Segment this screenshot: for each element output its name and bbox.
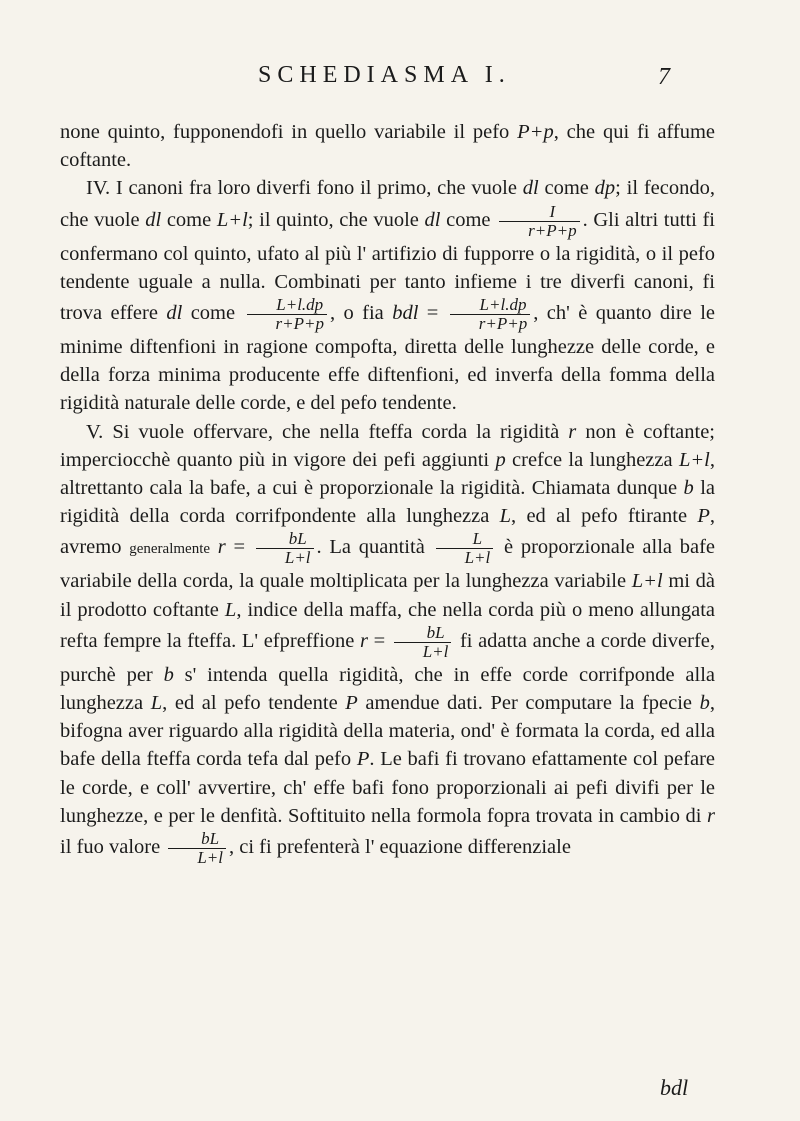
fraction-numerator: bL bbox=[256, 530, 314, 549]
fraction bbox=[256, 530, 314, 567]
text-run: come bbox=[440, 208, 497, 231]
text-run: , ci fi prefenterà l' equazione differenziale bbox=[228, 836, 571, 859]
fraction-numerator: L bbox=[436, 530, 494, 549]
text-run: , ed al pefo tendente bbox=[162, 692, 346, 715]
math-symbol: dl bbox=[166, 302, 183, 325]
text-run: . La quantità bbox=[316, 536, 433, 559]
math-symbol: P bbox=[356, 748, 370, 771]
text-run: ; il fecondo, che vuole bbox=[60, 177, 715, 231]
math-symbol: L bbox=[150, 692, 163, 715]
fraction bbox=[247, 296, 327, 333]
text-run: IV. I canoni fra loro diverfi fono il primo, che vuole bbox=[86, 177, 523, 200]
math-symbol: r bbox=[568, 420, 577, 443]
body-text bbox=[60, 118, 715, 867]
text-run: = bbox=[418, 302, 447, 325]
text-run: = bbox=[225, 536, 253, 559]
text-run: none quinto, fupponendofi in quello variabile il pefo bbox=[60, 121, 518, 143]
text-run: , avremo bbox=[60, 505, 715, 559]
math-symbol: P+p bbox=[517, 121, 554, 143]
math-symbol: dl bbox=[522, 177, 539, 200]
text-run: come bbox=[161, 208, 217, 231]
math-symbol: L bbox=[499, 505, 512, 528]
running-head: SCHEDIASMA I. bbox=[258, 62, 511, 88]
fraction-denominator: L+l bbox=[284, 548, 311, 568]
text-run: . Le bafi fi trovano efattamente col pefare le corde, e coll' avvertire, ch' effe bafi fono proporzionali ai pefi divifi per le lunghezze, e per le denfità. Softituito nella formola fopra trovata in cambio di bbox=[60, 748, 715, 827]
math-symbol: bdl bbox=[392, 302, 419, 325]
fraction bbox=[499, 203, 579, 240]
paragraph-1 bbox=[60, 118, 715, 174]
text-run: il fuo valore bbox=[60, 836, 166, 859]
math-symbol: P bbox=[697, 505, 710, 528]
math-symbol: L+l bbox=[678, 448, 710, 471]
text-run: , bifogna aver riguardo alla rigidità della materia, ond' è formata la corda, ed alla bafe della fteffa corda tefa dal pefo bbox=[60, 692, 715, 771]
paragraph-3 bbox=[60, 418, 715, 867]
text-run: , ch' è quanto dire le minime diftenfioni in ragione compofta, diretta delle lunghezze delle corde, e della forza minima producente effe diftenfioni, ed inverfa della fomma della rigidità naturale delle corde, e del pefo tendente. bbox=[60, 302, 715, 415]
math-symbol: dp bbox=[594, 177, 616, 200]
page-number: 7 bbox=[658, 64, 670, 90]
math-symbol: L bbox=[224, 598, 237, 621]
math-symbol: P bbox=[345, 692, 358, 715]
math-symbol: r bbox=[217, 536, 226, 559]
text-run: come bbox=[182, 302, 244, 325]
math-symbol: p bbox=[495, 448, 506, 471]
math-symbol: r bbox=[359, 630, 368, 653]
fraction bbox=[168, 830, 226, 867]
text-run: è proporzionale alla bafe variabile della corda, la quale moltiplicata per la lunghezza variabile bbox=[60, 536, 716, 593]
fraction-denominator: r+P+p bbox=[275, 314, 324, 334]
text-run: la rigidità della corda corrifpondente alla lunghezza bbox=[60, 477, 716, 528]
text-run: non è coftante; imperciocchè quanto più in vigore dei pefi aggiunti bbox=[60, 420, 716, 471]
text-run bbox=[210, 537, 218, 559]
math-symbol: L+l bbox=[216, 208, 248, 231]
fraction-numerator: L+l.dp bbox=[247, 296, 327, 315]
fraction-denominator: L+l bbox=[422, 641, 449, 661]
math-symbol: L+l bbox=[631, 570, 663, 593]
math-symbol: dl bbox=[145, 208, 162, 231]
text-run: , altrettanto cala la bafe, a cui è proporzionale la rigidità. Chiamata dunque bbox=[60, 448, 715, 500]
text-run: , che qui fi affume coftante. bbox=[60, 121, 715, 172]
math-symbol: b bbox=[683, 477, 694, 500]
text-run: amendue dati. Per computare la fpecie bbox=[357, 692, 700, 715]
fraction-numerator: I bbox=[499, 203, 579, 222]
math-symbol: b bbox=[163, 663, 174, 686]
fraction-numerator: bL bbox=[168, 830, 226, 849]
text-run: , o fia bbox=[329, 302, 393, 325]
text-run: mi dà il prodotto coftante bbox=[60, 570, 715, 621]
fraction bbox=[436, 530, 494, 567]
fraction-denominator: L+l bbox=[464, 548, 491, 568]
text-run: come bbox=[538, 177, 595, 200]
fraction bbox=[450, 296, 530, 333]
text-run: s' intenda quella rigidità, che in effe corde corrifponde alla lunghezza bbox=[60, 663, 715, 715]
text-run: = bbox=[367, 630, 391, 653]
math-symbol: dl bbox=[424, 208, 441, 231]
text-run: , indice della maffa, che nella corda più o meno allungata refta fempre la fteffa. L' efpreffione bbox=[60, 598, 715, 653]
text-run: . Gli altri tutti fi confermano col quinto, ufato al più l' artifizio di fupporre o la rigidità, o il pefo tendente uguale a nulla. Combinati per tanto infieme i tre diverfi canoni, fi trova effere bbox=[60, 208, 715, 325]
fraction-denominator: r+P+p bbox=[478, 314, 528, 334]
fraction-numerator: bL bbox=[394, 624, 452, 643]
math-symbol: r bbox=[707, 804, 715, 827]
text-run: ; il quinto, che vuole bbox=[247, 208, 425, 231]
math-symbol: b bbox=[699, 692, 710, 715]
fraction bbox=[394, 624, 452, 661]
catchword: bdl bbox=[660, 1075, 689, 1100]
fraction-denominator: r+P+p bbox=[528, 220, 577, 240]
page-header bbox=[0, 62, 800, 102]
text-run: fi adatta anche a corde diverfe, purchè per bbox=[60, 630, 715, 686]
text-run: generalmente bbox=[129, 541, 211, 558]
text-run: , ed al pefo ftirante bbox=[511, 505, 698, 528]
text-run: crefce la lunghezza bbox=[505, 448, 679, 471]
fraction-denominator: L+l bbox=[197, 848, 223, 868]
paragraph-2 bbox=[60, 174, 715, 417]
fraction-numerator: L+l.dp bbox=[450, 296, 530, 315]
text-run: V. Si vuole offervare, che nella fteffa corda la rigidità bbox=[86, 420, 569, 443]
